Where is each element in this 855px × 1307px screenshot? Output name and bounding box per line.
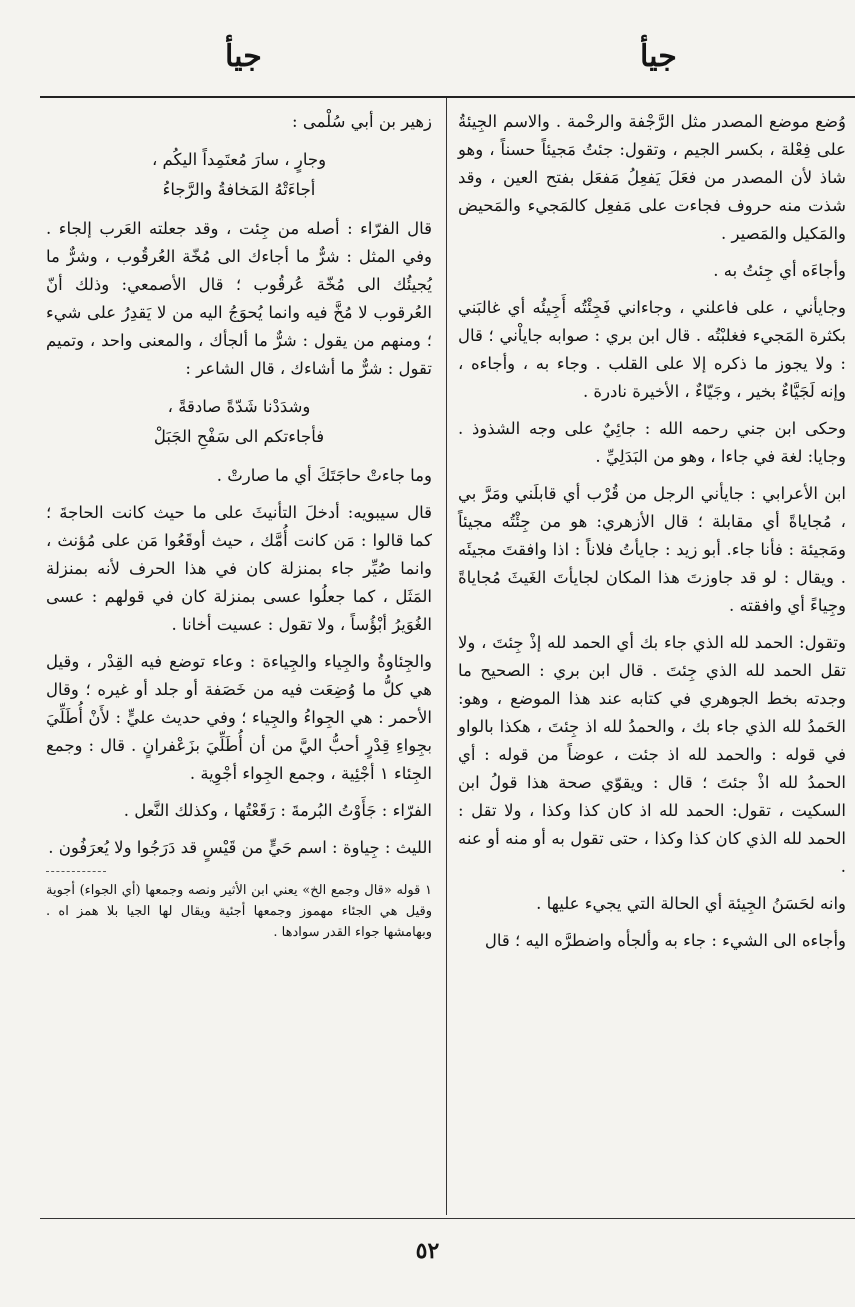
paragraph: وحكى ابن جني رحمه الله : جائِيٌ على وجه الشذوذ . وجايا: لغة في جاءا ، وهو من البَدَلِيِّ . xyxy=(458,419,846,466)
verse-line: وشدَدْنا شَدّةً صادقةً ، xyxy=(167,397,311,416)
column-divider xyxy=(446,98,447,1215)
poet-attribution: زهير بن أبي سُلْمى : xyxy=(292,112,432,131)
verse-line: وجارٍ ، سارَ مُعتَمِداً اليكُم ، xyxy=(151,150,327,169)
footer-rule xyxy=(40,1218,855,1219)
paragraph: الفرّاء : جَأَوْتُ البُرمةَ : رَقَعْتُها ، وكذلك النَّعل . xyxy=(123,801,432,820)
paragraph: الليث : جِياوة : اسم حَيٍّ من قَيْسٍ قد دَرَجُوا ولا يُعرَفُون . xyxy=(48,838,432,857)
paragraph: والجِئاوةُ والجِياء والجِياءة : وعاء توضع فيه القِدْر ، وقيل هي كلُّ ما وُضِعَت فيه من خَصَفة أو جلد أو غيره ؛ وقال الأحمر : هي الجِواءُ والجِياء ؛ وفي حديث عليٍّ : لأَنْ أُطَلِّيَ بجِواءِ قِدْرٍ أحبُّ اليَّ من أن أُطَلِّيَ بزَعْفرانٍ . قال : وجمع الجِئاء ١ أجْئِية ، وجمع الجِواء أجْوِية . xyxy=(46,652,432,783)
paragraph: وأجاءَه أي جِئتُ به . xyxy=(713,261,846,280)
verse xyxy=(46,392,432,452)
right-column xyxy=(458,108,846,964)
page-number: ٥٢ xyxy=(415,1238,440,1264)
paragraph: قال سيبويه: أدخلَ التأنيثَ على ما حيث كانت الحاجةَ ؛ كما قالوا : مَن كانت أُمَّك ، حيث أوقَعُوا مَن على مُؤنث ، وانما صُيِّر جاء بمنزلة كان في هذا الحرف لأنه بمنزلة المَثَل ، كما جعلُوا عسى بمنزلة كان في قولهم : عسى الغُوَيرُ أبْؤُساً ، ولا تقول : عسيت أخانا . xyxy=(46,503,432,634)
paragraph: قال الفرّاء : أصله من جِئت ، وقد جعلته العَرب إلجاء . وفي المثل : شرٌّ ما أجاءك الى مُخّة العُرقُوب ، وشرٌّ ما يُجيئُك الى مُخّة عُرقُوب ؛ قال الأصمعي: وذلك أنّ العُرقوب لا مُخَّ فيه وانما يُحوَجُ اليه من لا يَقدِرُ على شيء ؛ ومنهم من يقول : شرٌّ ما ألجأك ، والمعنى واحد ، وتميم تقول : شرٌّ ما أشاءك ، قال الشاعر : xyxy=(46,219,432,378)
paragraph: وما جاءتْ حاجَتَكَ أي ما صارتْ . xyxy=(216,466,432,485)
headword-left: جيأ xyxy=(225,39,262,74)
footnote: ١ قوله «قال وجمع الخ» يعني ابن الأثير ونصه وجمعها (أي الجواء) أجوية وقيل هي الجئاء مهموز وجمعها أجئية ويقال لها الجيا بلا همز اه . وبهامشها جواء القدر سوادها . xyxy=(46,883,432,940)
verse-line: فأجاءتكم الى سَفْحِ الجَبَلْ xyxy=(153,427,325,446)
paragraph: ابن الأعرابي : جايأني الرجل من قُرْب أي قابلَني ومَرَّ بي ، مُجاياةً أي مقابلة ؛ قال الأزهري: هو من جِئْتُه مجيئاً ومَجيئة : فأنا جاء. أبو زيد : جايأتُ فلاناً : اذا وافقتَ مجيئَه . ويقال : لو قد جاوزتَ هذا المكان لجايأتَ الغَيثَ مُجاياةً وجِياءً أي وافقته . xyxy=(458,484,846,615)
left-column xyxy=(46,108,432,956)
paragraph: وأجاءه الى الشيء : جاء به وألجأه واضطرَّه اليه ؛ قال xyxy=(484,931,846,950)
paragraph: وجايأني ، على فاعلني ، وجاءاني فَجِئْتُه أَجِيئُه أي غالبَني بكثرة المَجيء فغلبْتُه . قال ابن بري : صوابه جاياْني ؛ قال : ولا يجوز ما ذكره إلا على القلب . وجاء به ، وأجاءه ، وإنه لَجَيَّاءٌ بخير ، وجَيّاءٌ ، الأخيرة نادرة . xyxy=(458,298,846,401)
verse xyxy=(46,145,432,205)
footnote-separator xyxy=(46,871,106,872)
verse-line: أجاءَتْهُ المَخافةُ والرَّجاءُ xyxy=(162,180,316,199)
paragraph: وُضع موضع المصدر مثل الرَّجْفة والرحْمة . والاسم الجِيئةُ على فِعْلة ، بكسر الجيم ، وتقول: جئتُ مَجيئاً حسناً ، وهو شاذ لأن المصدر من فعَلَ يَفعِلُ مَفعَل بفتح العين ، وقد شذت منه حروف فجاءت على مَفعِل كالمَجيء والمَحيض والمَكيل والمَصير . xyxy=(458,112,846,243)
paragraph: وانه لحَسَنُ الجِيئة أي الحالة التي يجيء عليها . xyxy=(536,894,846,913)
headword-right: جيأ xyxy=(640,39,677,74)
header-rule xyxy=(40,96,855,98)
paragraph: وتقول: الحمد لله الذي جاء بك أي الحمد لله إذْ جِئتَ ، ولا تقل الحمد لله الذي جِئتَ . قال ابن بري : الصحيح ما وجدته بخط الجوهري في كتابه عند هذا الموضع ، وهو: الحَمدُ لله الذي جاء بك ، والحمدُ لله اذ جِئتَ ، هكذا بالواو في قوله : والحمد لله اذ جئت ، عوضاً من قوله : أي الحمدُ لله اذْ جئتَ ؛ قال : ويقوّي صحة هذا قولُ ابن السكيت ، تقول: الحمد لله اذ كان كذا وكذا ، ولا تقل : الحمد لله الذي كان كذا وكذا ، حتى تقول به أو منه أو عنه . xyxy=(458,633,846,876)
